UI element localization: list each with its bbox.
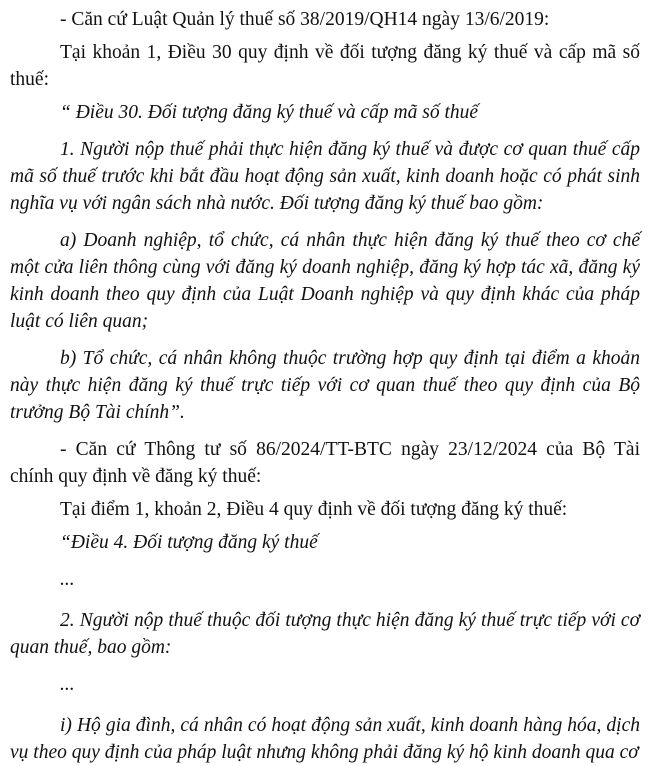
paragraph-article-4-intro: Tại điểm 1, khoản 2, Điều 4 quy định về đối tượng đăng ký thuế:	[60, 499, 568, 520]
paragraph-article-4-point-i: i) Hộ gia đình, cá nhân có hoạt động sản xuất, kinh doanh hàng hóa, dịch vụ theo quy định của pháp luật nhưng không phải đăng ký hộ kinh doanh qua cơ	[10, 715, 640, 763]
ellipsis-1: ...	[60, 569, 75, 590]
paragraph-article-30-clause-1: 1. Người nộp thuế phải thực hiện đăng ký thuế và được cơ quan thuế cấp mã số thuế trước khi bắt đầu hoạt động sản xuất, kinh doanh hoặc có phát sinh nghĩa vụ với ngân sách nhà nước. Đối tượng đăng ký thuế bao gồm:	[10, 139, 640, 214]
paragraph-article-30-point-a: a) Doanh nghiệp, tổ chức, cá nhân thực hiện đăng ký thuế theo cơ chế một cửa liên thông cùng với đăng ký doanh nghiệp, đăng ký hợp tác xã, đăng ký kinh doanh theo quy định của Luật Doanh nghiệp và quy định khác của pháp luật có liên quan;	[10, 230, 640, 332]
paragraph-article-4-title: “Điều 4. Đối tượng đăng ký thuế	[60, 532, 318, 553]
paragraph-article-4-clause-2: 2. Người nộp thuế thuộc đối tượng thực hiện đăng ký thuế trực tiếp với cơ quan thuế, bao gồm:	[10, 610, 640, 658]
paragraph-article-30-title: “ Điều 30. Đối tượng đăng ký thuế và cấp mã số thuế	[60, 102, 479, 123]
paragraph-article-30-intro: Tại khoản 1, Điều 30 quy định về đối tượng đăng ký thuế và cấp mã số thuế:	[10, 42, 640, 90]
paragraph-article-30-point-b: b) Tổ chức, cá nhân không thuộc trường hợp quy định tại điểm a khoản này thực hiện đăng ký thuế trực tiếp với cơ quan thuế theo quy định của Bộ trưởng Bộ Tài chính”.	[10, 348, 640, 423]
paragraph-legal-basis-tax-law: - Căn cứ Luật Quản lý thuế số 38/2019/QH14 ngày 13/6/2019:	[60, 9, 550, 30]
ellipsis-2: ...	[60, 674, 75, 695]
paragraph-legal-basis-circular: - Căn cứ Thông tư số 86/2024/TT-BTC ngày 23/12/2024 của Bộ Tài chính quy định về đăng ký thuế:	[10, 439, 640, 487]
